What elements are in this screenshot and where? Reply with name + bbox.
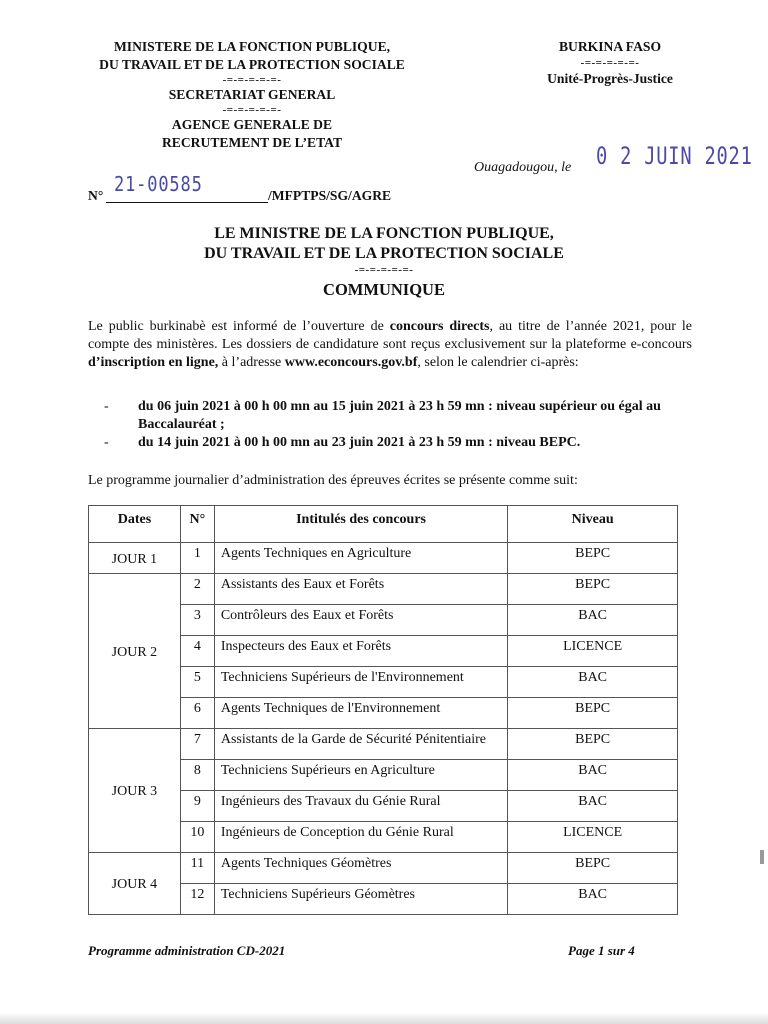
- table-row: [89, 853, 678, 884]
- calendar-item-text: du 14 juin 2021 à 00 h 00 mn au 23 juin 2021 à 23 h 59 mn : niveau BEPC.: [138, 435, 581, 450]
- title-cell: Agents Techniques en Agriculture: [214, 543, 507, 574]
- number-cell: 4: [180, 636, 214, 667]
- number-cell: 9: [180, 791, 214, 822]
- number-cell: 7: [180, 729, 214, 760]
- intro-text: , au titre de l’année 2021, pour le compte des ministères. Les dossiers de candidature sont reçus exclusivement sur la plateforme e-concours: [88, 319, 693, 352]
- date-label: Ouagadougou, le: [474, 160, 572, 175]
- intro-bold-text: concours directs: [389, 319, 490, 334]
- date-stamp: 0 2 JUIN 2021: [596, 142, 753, 170]
- ministry-name-line1: MINISTERE DE LA FONCTION PUBLIQUE,: [113, 39, 391, 54]
- number-cell: 10: [180, 822, 214, 853]
- column-header-title: Intitulés des concours: [214, 506, 507, 543]
- country-name: BURKINA FASO: [558, 39, 662, 54]
- number-cell: 6: [180, 698, 214, 729]
- footer-document-name: Programme administration CD-2021: [88, 943, 286, 958]
- agency-name-line1: AGENCE GENERALE DE: [171, 117, 333, 132]
- bullet-dash: -: [104, 435, 109, 450]
- column-header-level: Niveau: [508, 506, 678, 543]
- day-cell: JOUR 1: [89, 543, 181, 574]
- level-cell: BAC: [508, 791, 678, 822]
- country-header: [520, 38, 700, 88]
- level-cell: LICENCE: [508, 636, 678, 667]
- title-line1: LE MINISTRE DE LA FONCTION PUBLIQUE,: [214, 225, 554, 242]
- level-cell: LICENCE: [508, 822, 678, 853]
- reference-underline: [106, 202, 268, 203]
- ministry-name-line2: DU TRAVAIL ET DE LA PROTECTION SOCIALE: [99, 57, 405, 72]
- footer-page-number: Page 1 sur 4: [568, 943, 635, 958]
- title-cell: Techniciens Supérieurs Géomètres: [214, 884, 507, 915]
- communique-heading: COMMUNIQUE: [323, 280, 445, 299]
- ministry-header: [82, 38, 422, 152]
- header-separator: -=-=-=-=-=-: [222, 74, 282, 86]
- reference-stamp: 21-00585: [114, 172, 203, 196]
- title-line2: DU TRAVAIL ET DE LA PROTECTION SOCIALE: [204, 245, 564, 262]
- agency-name-line2: RECRUTEMENT DE L’ETAT: [161, 135, 343, 150]
- number-cell: 8: [180, 760, 214, 791]
- date-line: [474, 142, 753, 182]
- number-cell: 5: [180, 667, 214, 698]
- level-cell: BAC: [508, 605, 678, 636]
- title-cell: Techniciens Supérieurs en Agriculture: [214, 760, 507, 791]
- level-cell: BEPC: [508, 574, 678, 605]
- title-separator: -=-=-=-=-=-: [354, 264, 414, 276]
- day-cell: JOUR 3: [89, 729, 181, 853]
- scan-artifact: [760, 850, 764, 864]
- exam-schedule-table: [88, 505, 678, 915]
- level-cell: BAC: [508, 667, 678, 698]
- website-address: www.econcours.gov.bf: [284, 355, 418, 370]
- secretariat-name: SECRETARIAT GENERAL: [168, 87, 336, 102]
- number-cell: 11: [180, 853, 214, 884]
- number-cell: 3: [180, 605, 214, 636]
- intro-bold-text: d’inscription en ligne,: [88, 355, 219, 370]
- number-cell: 12: [180, 884, 214, 915]
- registration-calendar: [104, 398, 694, 452]
- program-intro: Le programme journalier d’administration des épreuves écrites se présente comme suit:: [88, 473, 578, 488]
- title-cell: Assistants de la Garde de Sécurité Pénitentiaire: [214, 729, 507, 760]
- scan-bottom-edge: [0, 1012, 768, 1024]
- column-header-dates: Dates: [89, 506, 181, 543]
- level-cell: BEPC: [508, 853, 678, 884]
- level-cell: BEPC: [508, 543, 678, 574]
- table-row: [89, 729, 678, 760]
- country-motto: Unité-Progrès-Justice: [547, 71, 673, 86]
- calendar-item-text: du 06 juin 2021 à 00 h 00 mn au 15 juin 2021 à 23 h 59 mn : niveau supérieur ou égal au Baccalauréat ;: [138, 399, 661, 432]
- title-cell: Assistants des Eaux et Forêts: [214, 574, 507, 605]
- day-cell: JOUR 2: [89, 574, 181, 729]
- intro-paragraph: [88, 318, 692, 372]
- day-cell: JOUR 4: [89, 853, 181, 915]
- level-cell: BEPC: [508, 698, 678, 729]
- table-row: [89, 543, 678, 574]
- title-cell: Inspecteurs des Eaux et Forêts: [214, 636, 507, 667]
- table-header-row: [89, 506, 678, 543]
- bullet-dash: -: [104, 399, 109, 414]
- level-cell: BEPC: [508, 729, 678, 760]
- number-cell: 1: [180, 543, 214, 574]
- header-separator: -=-=-=-=-=-: [222, 104, 282, 116]
- level-cell: BAC: [508, 884, 678, 915]
- intro-text: à l’adresse: [218, 355, 285, 370]
- title-cell: Agents Techniques de l'Environnement: [214, 698, 507, 729]
- level-cell: BAC: [508, 760, 678, 791]
- table-row: [89, 574, 678, 605]
- title-cell: Ingénieurs des Travaux du Génie Rural: [214, 791, 507, 822]
- intro-text: Le public burkinabè est informé de l’ouverture de: [88, 319, 390, 334]
- reference-number: [88, 172, 488, 208]
- document-title: [0, 224, 768, 302]
- calendar-item: [104, 398, 694, 434]
- title-cell: Ingénieurs de Conception du Génie Rural: [214, 822, 507, 853]
- title-cell: Contrôleurs des Eaux et Forêts: [214, 605, 507, 636]
- reference-prefix: N°: [88, 188, 104, 203]
- title-cell: Techniciens Supérieurs de l'Environnement: [214, 667, 507, 698]
- number-cell: 2: [180, 574, 214, 605]
- reference-suffix: /MFPTPS/SG/AGRE: [268, 188, 392, 203]
- column-header-number: N°: [180, 506, 214, 543]
- intro-text: , selon le calendrier ci-après:: [417, 355, 579, 370]
- header-separator: -=-=-=-=-=-: [580, 57, 640, 69]
- calendar-item: [104, 434, 694, 452]
- title-cell: Agents Techniques Géomètres: [214, 853, 507, 884]
